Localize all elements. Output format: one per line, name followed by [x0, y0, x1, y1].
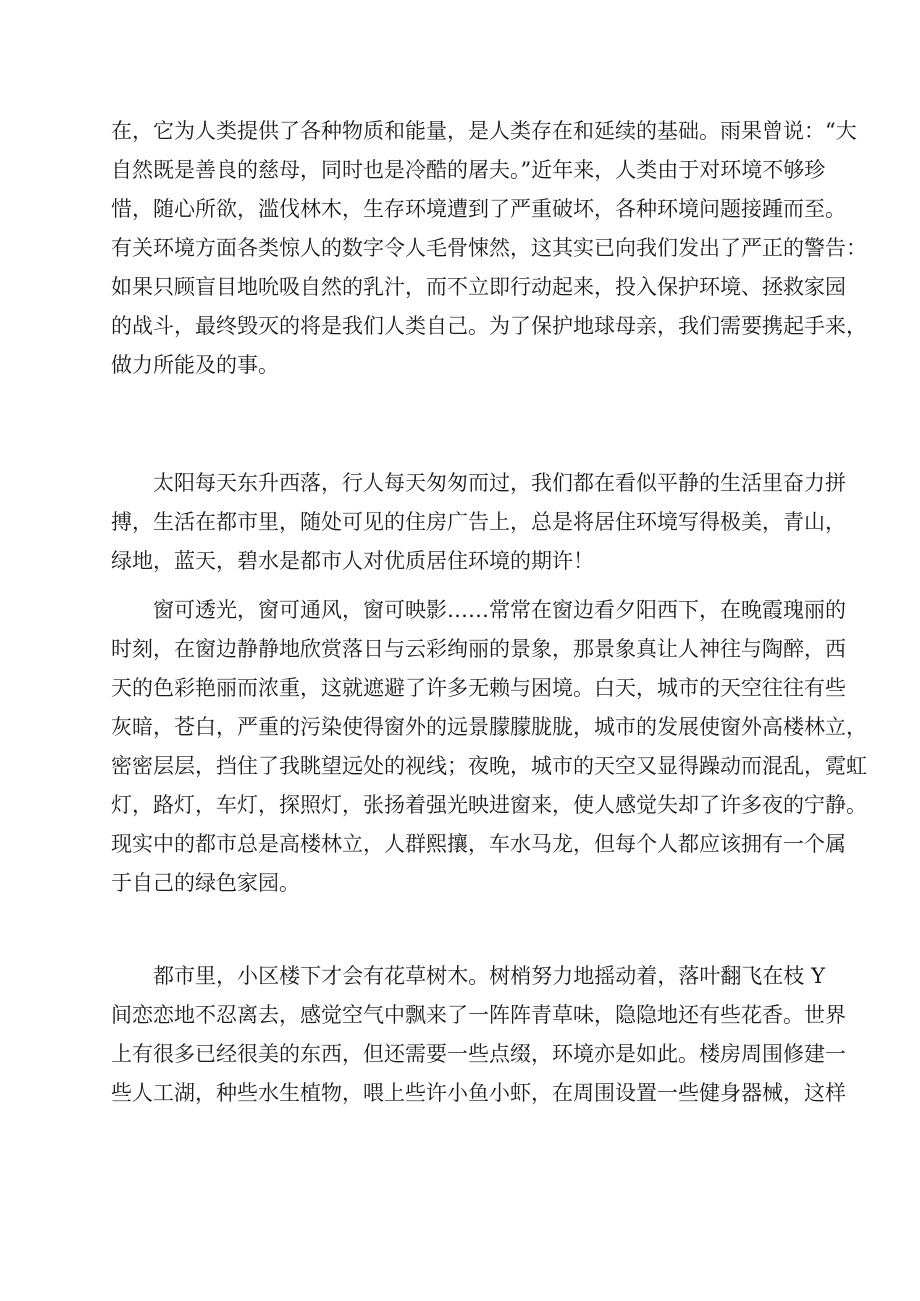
text-line: 惜，随心所欲，滥伐林木，生存环境遭到了严重破坏，各种环境问题接踵而至。 — [111, 197, 846, 221]
paragraph-1 — [111, 112, 867, 385]
text-line: 窗可透光，窗可通风，窗可映影……常常在窗边看夕阳西下，在晚霞瑰丽的 — [153, 598, 846, 622]
text-line: 做力所能及的事。 — [111, 353, 279, 377]
text-line: 天的色彩艳丽而浓重，这就遮避了许多无赖与困境。白天，城市的天空往往有些 — [111, 676, 846, 700]
text-line: 些人工湖，种些水生植物，喂上些许小鱼小虾，在周围设置一些健身器械，这样 — [111, 1081, 846, 1105]
text-line: 都市里，小区楼下才会有花草树木。树梢努力地摇动着，落叶翻飞在枝 Y — [153, 964, 825, 988]
text-line: 于自己的绿色家园。 — [111, 871, 300, 895]
text-line: 现实中的都市总是高楼林立，人群熙攘，车水马龙，但每个人都应该拥有一个属 — [111, 832, 846, 856]
text-line: 灰暗，苍白，严重的污染使得窗外的远景朦朦胧胧，城市的发展使窗外高楼林立， — [111, 715, 867, 739]
text-line: 自然既是善良的慈母，同时也是冷酷的屠夫。”近年来，人类由于对环境不够珍 — [111, 158, 826, 182]
text-line: 时刻，在窗边静静地欣赏落日与云彩绚丽的景象，那景象真让人神往与陶醉，西 — [111, 637, 846, 661]
paragraph-2 — [111, 464, 846, 581]
paragraph-3 — [111, 591, 867, 903]
paragraph-4 — [111, 957, 846, 1113]
text-line: 密密层层，挡住了我眺望远处的视线；夜晚，城市的天空又显得躁动而混乱，霓虹 — [111, 754, 867, 778]
text-line: 间恋恋地不忍离去，感觉空气中飘来了一阵阵青草味，隐隐地还有些花香。世界 — [111, 1003, 846, 1027]
text-line: 绿地，蓝天，碧水是都市人对优质居住环境的期许！ — [111, 549, 594, 573]
text-line: 太阳每天东升西落，行人每天匆匆而过，我们都在看似平静的生活里奋力拼 — [153, 471, 846, 495]
text-line: 有关环境方面各类惊人的数字令人毛骨悚然，这其实已向我们发出了严正的警告： — [111, 236, 867, 260]
text-line: 如果只顾盲目地吮吸自然的乳汁，而不立即行动起来，投入保护环境、拯救家园 — [111, 275, 846, 299]
text-line: 的战斗，最终毁灭的将是我们人类自己。为了保护地球母亲，我们需要携起手来， — [111, 314, 867, 338]
text-line: 搏，生活在都市里，随处可见的住房广告上，总是将居住环境写得极美，青山， — [111, 510, 846, 534]
text-line: 灯，路灯，车灯，探照灯，张扬着强光映进窗来，使人感觉失却了许多夜的宁静。 — [111, 793, 867, 817]
text-line: 上有很多已经很美的东西，但还需要一些点缀，环境亦是如此。楼房周围修建一 — [111, 1042, 846, 1066]
text-line: 在，它为人类提供了各种物质和能量，是人类存在和延续的基础。雨果曾说：“大 — [111, 119, 857, 143]
